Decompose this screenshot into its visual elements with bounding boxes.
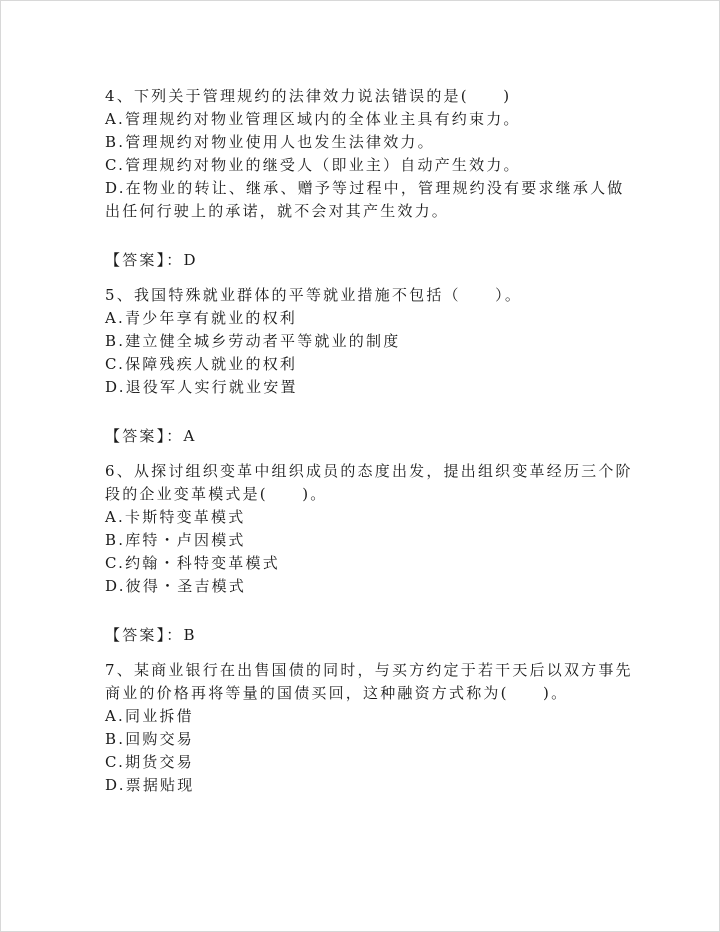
question-7-option-b: B.回购交易 — [105, 730, 194, 748]
question-list — [105, 85, 633, 797]
question-4-option-c: C.管理规约对物业的继受人（即业主）自动产生效力。 — [105, 156, 521, 174]
question-6-option-d: D.彼得・圣吉模式 — [105, 577, 247, 595]
question-4-option-d-cont: 出任何行驶上的承诺，就不会对其产生效力。 — [105, 202, 450, 220]
question-4-option-b: B.管理规约对物业使用人也发生法律效力。 — [105, 133, 435, 151]
question-4-option-a: A.管理规约对物业管理区域内的全体业主具有约束力。 — [105, 110, 521, 128]
question-7-stem: 7、某商业银行在出售国债的同时，与买方约定于若干天后以双方事先 — [105, 661, 633, 679]
question-4 — [105, 85, 625, 223]
question-7 — [105, 659, 633, 797]
question-6-option-c: C.约翰・科特变革模式 — [105, 554, 280, 572]
question-5-stem: 5、我国特殊就业群体的平等就业措施不包括（ ）。 — [105, 286, 523, 304]
question-6-stem-cont: 段的企业变革模式是( )。 — [105, 485, 328, 503]
question-7-option-c: C.期货交易 — [105, 753, 194, 771]
question-5 — [105, 284, 625, 399]
question-7-option-a: A.同业拆借 — [105, 707, 194, 725]
question-6-option-b: B.库特・卢因模式 — [105, 531, 246, 549]
question-5-option-a: A.青少年享有就业的权利 — [105, 309, 298, 327]
question-7-option-d: D.票据贴现 — [105, 776, 195, 794]
question-5-option-b: B.建立健全城乡劳动者平等就业的制度 — [105, 332, 401, 350]
question-6 — [105, 460, 633, 598]
question-4-option-d: D.在物业的转让、继承、赠予等过程中，管理规约没有要求继承人做 — [105, 179, 625, 197]
question-5-answer: 【答案】：A — [105, 427, 197, 445]
question-4-answer: 【答案】：D — [105, 251, 198, 269]
question-5-option-c: C.保障残疾人就业的权利 — [105, 355, 298, 373]
question-5-option-d: D.退役军人实行就业安置 — [105, 378, 298, 396]
question-4-stem: 4、下列关于管理规约的法律效力说法错误的是( ) — [105, 87, 512, 105]
question-6-option-a: A.卡斯特变革模式 — [105, 508, 246, 526]
question-6-stem: 6、从探讨组织变革中组织成员的态度出发，提出组织变革经历三个阶 — [105, 462, 633, 480]
question-7-stem-cont: 商业的价格再将等量的国债买回，这种融资方式称为( )。 — [105, 684, 569, 702]
question-6-answer: 【答案】：B — [105, 626, 197, 644]
